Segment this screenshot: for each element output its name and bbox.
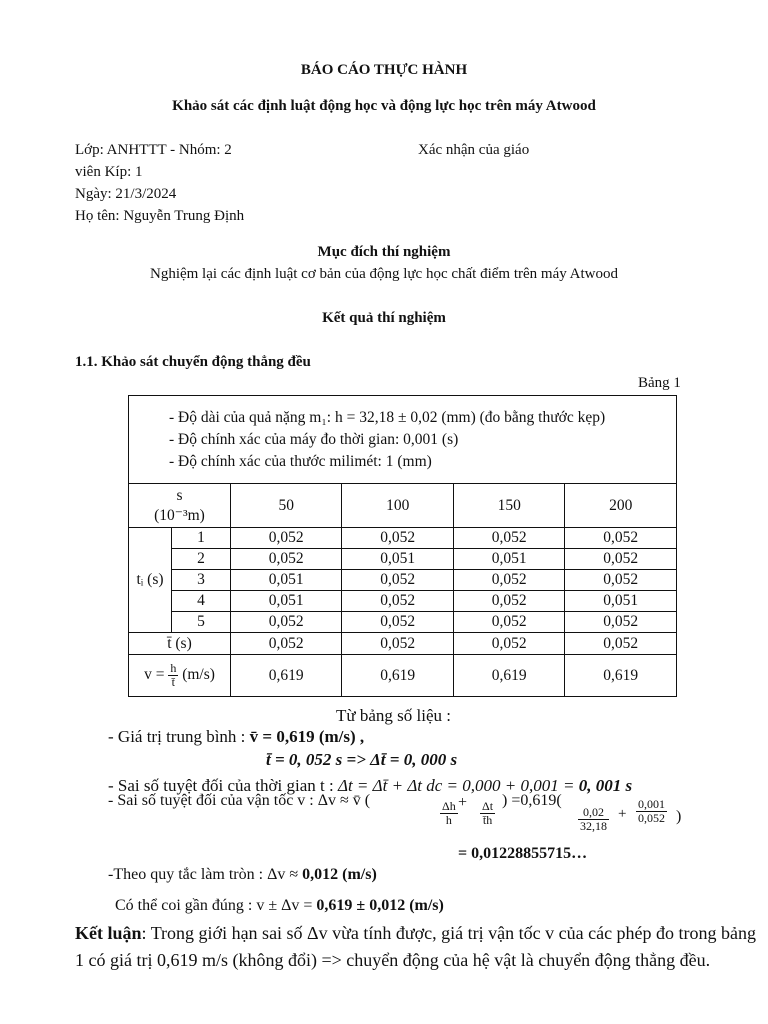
cell: 0,052 bbox=[565, 612, 677, 633]
avg-line bbox=[108, 727, 364, 747]
data-table bbox=[128, 395, 677, 697]
frac-dh-h bbox=[440, 800, 458, 827]
avg-prefix: - Giá trị trung bình : bbox=[108, 727, 250, 746]
rounding-value: 0,012 (m/s) bbox=[302, 866, 377, 883]
table-row bbox=[129, 549, 677, 570]
cell: 0,052 bbox=[565, 528, 677, 549]
report-title: BÁO CÁO THỰC HÀNH bbox=[300, 62, 468, 78]
cell: 0,052 bbox=[453, 528, 564, 549]
cell: 0,052 bbox=[231, 612, 342, 633]
conclusion bbox=[75, 920, 765, 974]
cell: 0,619 bbox=[342, 655, 453, 697]
table-row bbox=[129, 528, 677, 549]
abs-err-t-result: 0, 001 s bbox=[578, 776, 633, 795]
shift: viên Kíp: 1 bbox=[75, 164, 143, 180]
v-fraction bbox=[168, 662, 178, 689]
cell: 0,051 bbox=[231, 570, 342, 591]
frac-dt: Δt bbox=[482, 799, 494, 813]
report-subtitle: Khảo sát các định luật động học và động lực học trên máy Atwood bbox=[172, 98, 596, 114]
table-notes-row bbox=[129, 396, 677, 484]
tbar-row bbox=[129, 633, 677, 655]
cell: 0,619 bbox=[453, 655, 564, 697]
cell: 0,052 bbox=[453, 633, 564, 655]
approx-line bbox=[115, 897, 444, 915]
abs-err-v-line bbox=[108, 792, 370, 810]
s-unit: (10⁻³m) bbox=[154, 506, 205, 524]
rounding-line bbox=[108, 866, 377, 884]
row-index: 1 bbox=[172, 528, 231, 549]
row-index: 3 bbox=[172, 570, 231, 591]
purpose-heading: Mục đích thí nghiệm bbox=[317, 244, 451, 260]
cell: 0,052 bbox=[231, 633, 342, 655]
col-header: 50 bbox=[231, 484, 342, 528]
approx-value: 0,619 ± 0,012 (m/s) bbox=[316, 897, 444, 914]
cell: 0,052 bbox=[565, 570, 677, 591]
col-header: 100 bbox=[342, 484, 453, 528]
results-heading: Kết quả thí nghiệm bbox=[322, 310, 446, 326]
abs-err-v-prefix: - Sai số tuyệt đối của vận tốc v : Δv ≈ v̄ ( bbox=[108, 792, 371, 809]
conclusion-label: Kết luận bbox=[75, 923, 142, 943]
cell: 0,619 bbox=[565, 655, 677, 697]
table-header-row bbox=[129, 484, 677, 528]
table-row bbox=[129, 612, 677, 633]
frac-h: h bbox=[445, 813, 452, 827]
avg-value: v̄ = 0,619 (m/s) , bbox=[249, 727, 365, 746]
cell: 0,052 bbox=[342, 591, 453, 612]
cell: 0,052 bbox=[342, 570, 453, 591]
frac2-den: 0,052 bbox=[638, 811, 665, 825]
cell: 0,051 bbox=[565, 591, 677, 612]
note-length: - Độ dài của quả nặng m₁: h = 32,18 ± 0,02 (mm) (đo bằng thước kẹp) bbox=[169, 408, 606, 426]
cell: 0,052 bbox=[565, 633, 677, 655]
abs-err-t-eq: Δt = Δt̄ + Δt dc = 0,000 + 0,001 = bbox=[337, 776, 579, 795]
frac1-num: 0,02 bbox=[578, 806, 609, 820]
cell: 0,052 bbox=[231, 528, 342, 549]
col-header: 200 bbox=[565, 484, 677, 528]
purpose-text: Nghiệm lại các định luật cơ bản của động lực học chất điểm trên máy Atwood bbox=[149, 266, 618, 282]
v-num: h bbox=[170, 661, 177, 675]
table-label: Bảng 1 bbox=[638, 375, 681, 391]
frac-th: t̄h bbox=[482, 813, 493, 827]
ti-label: tᵢ (s) bbox=[129, 528, 172, 633]
cell: 0,619 bbox=[231, 655, 342, 697]
cell: 0,052 bbox=[231, 549, 342, 570]
col-header: 150 bbox=[453, 484, 564, 528]
row-index: 5 bbox=[172, 612, 231, 633]
rounding-prefix: -Theo quy tắc làm tròn : Δv ≈ bbox=[108, 866, 303, 883]
abs-err-v-result: = 0,01228855715… bbox=[458, 845, 588, 862]
section-heading: 1.1. Khảo sát chuyển động thẳng đều bbox=[75, 354, 311, 370]
cell: 0,052 bbox=[342, 528, 453, 549]
velocity-row bbox=[129, 655, 677, 697]
conclusion-text: : Trong giới hạn sai số Δv vừa tính được, giá trị vận tốc v của các phép đo trong bảng 1 có giá trị 0,619 m/s (không đổi) => chuyển động của hệ vật là chuyển động thẳng đều. bbox=[75, 923, 757, 970]
v-den: t̄ bbox=[171, 675, 175, 689]
table-row bbox=[129, 570, 677, 591]
table-row bbox=[129, 591, 677, 612]
s-header bbox=[129, 484, 231, 528]
approx-prefix: Có thể coi gần đúng : v ± Δv = bbox=[115, 897, 317, 914]
table-notes bbox=[129, 396, 677, 484]
teacher-confirm: Xác nhận của giáo bbox=[418, 142, 530, 158]
cell: 0,052 bbox=[342, 633, 453, 655]
abs-err-t-prefix: - Sai số tuyệt đối của thời gian t : bbox=[108, 776, 338, 795]
cell: 0,051 bbox=[453, 549, 564, 570]
frac-dt-th bbox=[480, 800, 495, 827]
cell: 0,052 bbox=[453, 612, 564, 633]
s-label: s bbox=[176, 486, 183, 504]
frac-dh: Δh bbox=[442, 799, 456, 813]
note-timer: - Độ chính xác của máy đo thời gian: 0,001 (s) bbox=[169, 430, 459, 448]
cell: 0,052 bbox=[342, 612, 453, 633]
cell: 0,052 bbox=[453, 570, 564, 591]
row-index: 2 bbox=[172, 549, 231, 570]
from-table: Từ bảng số liệu : bbox=[336, 706, 451, 725]
v-prefix: v = bbox=[144, 666, 165, 684]
cell: 0,052 bbox=[565, 549, 677, 570]
frac-2 bbox=[636, 798, 667, 825]
note-ruler: - Độ chính xác của thước milimét: 1 (mm) bbox=[169, 452, 432, 470]
t-avg: t̄ = 0, 052 s => Δt̄ = 0, 000 s bbox=[266, 750, 458, 769]
row-index: 4 bbox=[172, 591, 231, 612]
frac1-den: 32,18 bbox=[580, 819, 607, 833]
v-unit: (m/s) bbox=[182, 666, 215, 684]
frac-1 bbox=[578, 806, 609, 833]
cell: 0,051 bbox=[342, 549, 453, 570]
abs-err-v-mid: ) =0,619( bbox=[502, 792, 562, 809]
student-name: Họ tên: Nguyễn Trung Định bbox=[75, 208, 245, 224]
velocity-label bbox=[129, 655, 231, 697]
date: Ngày: 21/3/2024 bbox=[75, 186, 177, 202]
cell: 0,052 bbox=[453, 591, 564, 612]
tbar-label: t̄ (s) bbox=[129, 633, 231, 655]
frac2-num: 0,001 bbox=[638, 797, 665, 811]
cell: 0,051 bbox=[231, 591, 342, 612]
class-group: Lớp: ANHTTT - Nhóm: 2 bbox=[75, 142, 232, 158]
